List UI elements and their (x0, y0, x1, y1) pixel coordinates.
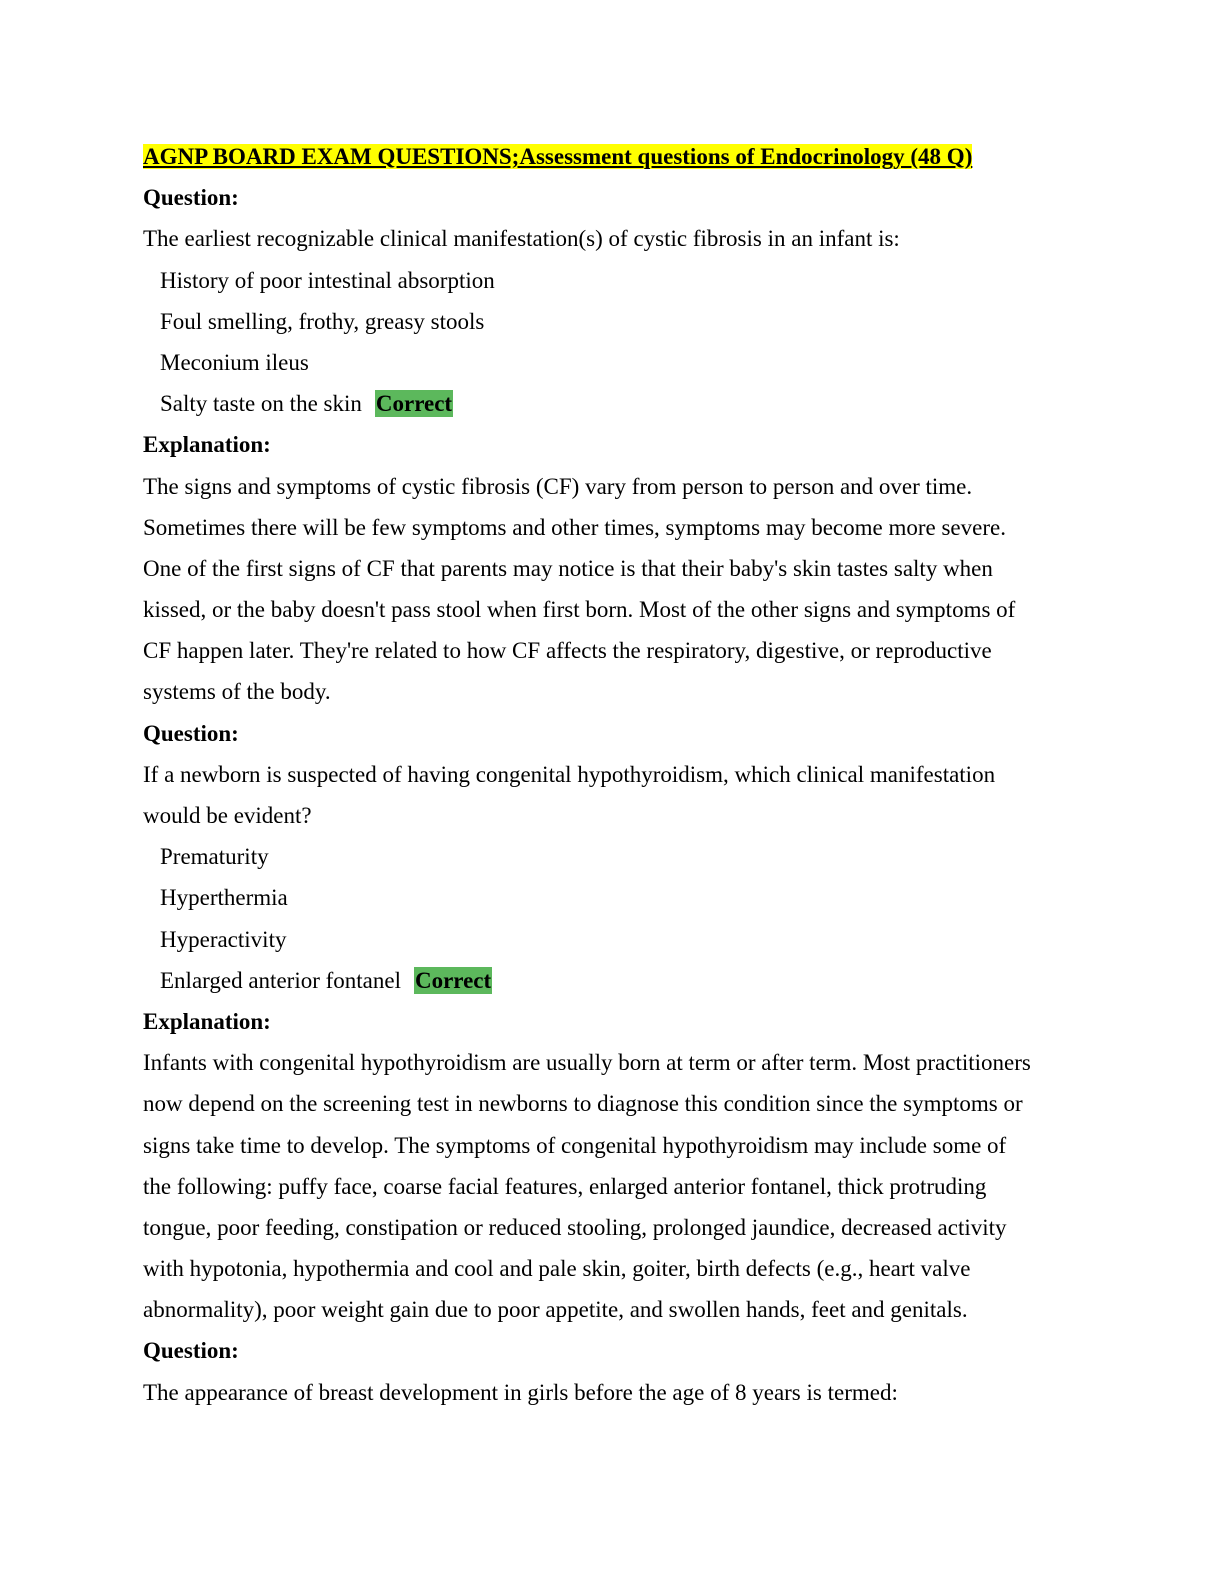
explanation-text: tongue, poor feeding, constipation or reduced stooling, prolonged jaundice, decreased activity (143, 1214, 1007, 1240)
correct-badge: Correct (375, 391, 453, 417)
explanation-text: signs take time to develop. The symptoms of congenital hypothyroidism may include some of (143, 1132, 1007, 1158)
explanation-text: One of the first signs of CF that parents may notice is that their baby's skin tastes salty when (143, 555, 993, 581)
explanation-text: Sometimes there will be few symptoms and other times, symptoms may become more severe. (143, 514, 1006, 540)
explanation-text: abnormality), poor weight gain due to poor appetite, and swollen hands, feet and genitals. (143, 1297, 968, 1323)
answer-option-text: Enlarged anterior fontanel (160, 967, 401, 993)
question-label: Question: (143, 1338, 239, 1364)
question-stem: If a newborn is suspected of having congenital hypothyroidism, which clinical manifestation (143, 761, 996, 787)
answer-option: Prematurity (160, 844, 269, 870)
explanation-text: with hypotonia, hypothermia and cool and pale skin, goiter, birth defects (e.g., heart valve (143, 1256, 971, 1282)
explanation-text: kissed, or the baby doesn't pass stool when first born. Most of the other signs and symptoms of (143, 597, 1016, 623)
explanation-text: now depend on the screening test in newborns to diagnose this condition since the symptoms or (143, 1091, 1023, 1117)
answer-option: History of poor intestinal absorption (160, 267, 495, 293)
explanation-text: the following: puffy face, coarse facial features, enlarged anterior fontanel, thick protruding (143, 1173, 987, 1199)
answer-option: Hyperactivity (160, 926, 287, 952)
explanation-text: The signs and symptoms of cystic fibrosis (CF) vary from person to person and over time. (143, 473, 973, 499)
question-label: Question: (143, 185, 239, 211)
explanation-label: Explanation: (143, 1008, 271, 1034)
answer-option: Hyperthermia (160, 885, 288, 911)
question-stem: The appearance of breast development in girls before the age of 8 years is termed: (143, 1379, 898, 1405)
correct-badge: Correct (414, 967, 492, 993)
answer-option: Foul smelling, frothy, greasy stools (160, 308, 485, 334)
question-stem: The earliest recognizable clinical manifestation(s) of cystic fibrosis in an infant is: (143, 226, 900, 252)
question-block (143, 177, 1083, 712)
answer-option-correct (143, 960, 1083, 1001)
question-label: Question: (143, 720, 239, 746)
answer-option-text: Salty taste on the skin (160, 391, 362, 417)
question-block (143, 1330, 1083, 1412)
explanation-text: systems of the body. (143, 679, 331, 705)
question-block (143, 713, 1083, 1331)
document-page (143, 136, 1083, 1413)
answer-option: Meconium ileus (160, 349, 309, 375)
explanation-text: CF happen later. They're related to how CF affects the respiratory, digestive, or reproductive (143, 638, 992, 664)
question-stem: would be evident? (143, 803, 312, 828)
document-title: AGNP BOARD EXAM QUESTIONS;Assessment questions of Endocrinology (48 Q) (143, 144, 973, 169)
explanation-label: Explanation: (143, 432, 271, 458)
explanation-text: Infants with congenital hypothyroidism are usually born at term or after term. Most practitioners (143, 1050, 1031, 1076)
answer-option-correct (143, 383, 1083, 424)
